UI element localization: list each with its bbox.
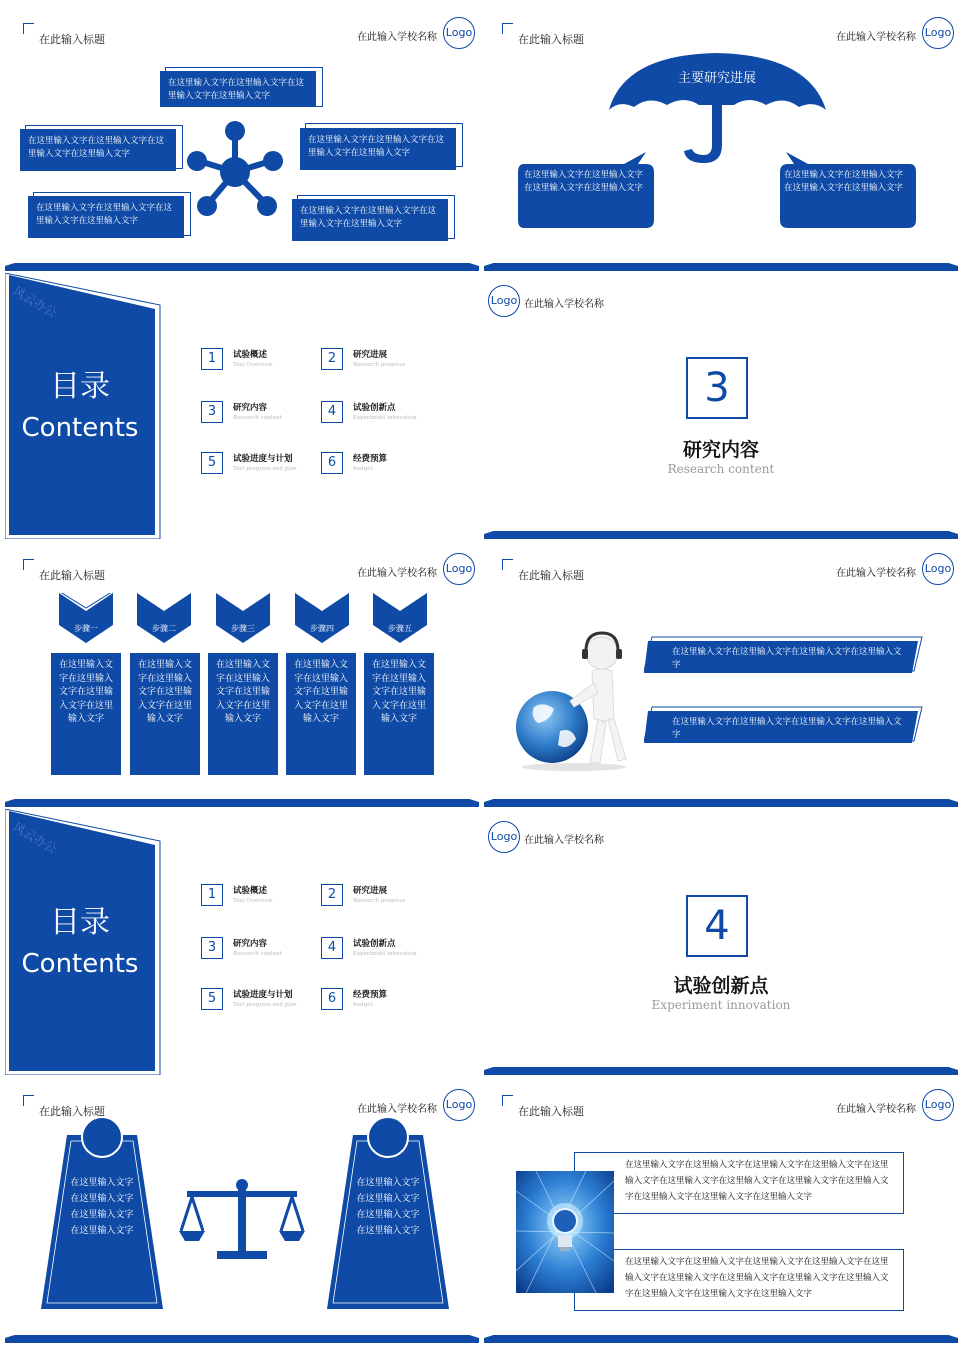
toc-side-panel <box>5 809 165 1075</box>
section-title: 研究内容 <box>682 439 759 461</box>
text-box-left-2: 在这里输入文字在这里输入文字在这里输入文字在这里输入文字 <box>28 196 184 238</box>
watermark-text: 风云办公 <box>10 283 60 320</box>
school-name: 在此输入学校名称 <box>836 568 916 579</box>
school-name: 在此输入学校名称 <box>836 32 916 43</box>
section-number: 3 <box>686 357 748 419</box>
step-chevron-5 <box>373 593 427 643</box>
corner-mark <box>23 23 34 34</box>
bottom-bar <box>484 1070 958 1075</box>
corner-mark <box>502 23 513 34</box>
toc-item-5[interactable]: 试验进度与计划 <box>233 454 293 464</box>
bottom-bar <box>484 266 958 271</box>
step-chevron-4 <box>295 593 349 643</box>
text-bubble-left: 在这里输入文字在这里输入文字在这里输入文字在这里输入文字 <box>524 170 644 193</box>
bottom-bar <box>5 266 479 271</box>
step-text-1: 在这里输入文字在这里输入文字在这里输入文字在这里输入文字 <box>51 653 121 775</box>
toc-item-4-en: Experiment innovation <box>353 951 417 957</box>
text-box-right-1: 在这里输入文字在这里输入文字在这里输入文字在这里输入文字 <box>300 128 456 170</box>
toc-item-5-en: Test progress and plan <box>233 1002 297 1008</box>
text-box-top: 在这里输入文字在这里输入文字在这里输入文字在这里输入文字 <box>160 71 316 107</box>
slide-1 <box>5 5 479 271</box>
slide-title: 在此输入标题 <box>39 1105 105 1118</box>
slide-title: 在此输入标题 <box>39 33 105 46</box>
section-subtitle: Research content <box>667 462 775 476</box>
toc-side-panel <box>5 273 165 539</box>
slide-toc-1 <box>5 273 479 539</box>
logo-badge: Logo <box>443 553 475 585</box>
step-label-4: 步骤四 <box>310 624 334 633</box>
toc-title-cn: 目录 <box>50 905 110 940</box>
text-box-right-2: 在这里输入文字在这里输入文字在这里输入文字在这里输入文字 <box>292 199 448 241</box>
toc-num-6: 6 <box>321 988 343 1010</box>
logo-badge: Logo <box>488 821 520 853</box>
toc-item-2-en: Research progress <box>353 362 406 368</box>
slide-section-4 <box>484 809 958 1075</box>
section-title: 试验创新点 <box>673 975 769 997</box>
step-text-4: 在这里输入文字在这里输入文字在这里输入文字在这里输入文字 <box>286 653 356 775</box>
step-chevron-2 <box>137 593 191 643</box>
step-label-2: 步骤二 <box>152 624 176 633</box>
balance-scale-icon <box>177 1177 307 1263</box>
toc-item-3-en: Research content <box>233 415 282 421</box>
slide-title: 在此输入标题 <box>518 33 584 46</box>
step-label-3: 步骤三 <box>231 624 255 633</box>
toc-item-1-en: Test Overview <box>233 898 273 904</box>
toc-item-5-en: Test progress and plan <box>233 466 297 472</box>
slide-lightbulb <box>484 1077 958 1343</box>
trapezoid-text-left: 在这里输入文字在这里输入文字在这里输入文字在这里输入文字 <box>70 1178 134 1236</box>
logo-badge: Logo <box>922 17 954 49</box>
paragraph-box-2: 在这里输入文字在这里输入文字在这里输入文字在这里输入文字在这里输入文字在这里输入文字在这里输入文字在这里输入文字在这里输入文字在这里输入文字在这里输入文字在这里输入文字 <box>574 1249 904 1311</box>
toc-item-3[interactable]: 研究内容 <box>233 403 268 413</box>
trapezoid-text-right: 在这里输入文字在这里输入文字在这里输入文字在这里输入文字 <box>356 1178 420 1236</box>
toc-item-1[interactable]: 试验概述 <box>233 350 268 360</box>
logo-badge: Logo <box>488 285 520 317</box>
toc-item-2[interactable]: 研究进展 <box>353 350 388 360</box>
slide-2 <box>484 5 958 271</box>
banner-text-2: 在这里输入文字在这里输入文字在这里输入文字在这里输入文字 <box>672 717 902 740</box>
toc-item-4[interactable]: 试验创新点 <box>353 403 396 413</box>
corner-mark <box>502 1095 513 1106</box>
text-box-left-1: 在这里输入文字在这里输入文字在这里输入文字在这里输入文字 <box>20 129 176 171</box>
toc-num-1: 1 <box>201 884 223 906</box>
toc-num-5: 5 <box>201 452 223 474</box>
section-number: 4 <box>686 895 748 957</box>
corner-mark <box>502 559 513 570</box>
toc-num-5: 5 <box>201 988 223 1010</box>
slide-toc-2 <box>5 809 479 1075</box>
school-name: 在此输入学校名称 <box>524 835 604 846</box>
logo-badge: Logo <box>922 553 954 585</box>
watermark-text: 风云办公 <box>10 819 60 856</box>
toc-num-3: 3 <box>201 937 223 959</box>
logo-badge: Logo <box>443 17 475 49</box>
bottom-bar <box>484 1338 958 1343</box>
bottom-bar <box>484 802 958 807</box>
step-text-2: 在这里输入文字在这里输入文字在这里输入文字在这里输入文字 <box>130 653 200 775</box>
toc-num-6: 6 <box>321 452 343 474</box>
toc-num-1: 1 <box>201 348 223 370</box>
bottom-bar <box>484 534 958 539</box>
step-chevron-1 <box>59 593 113 643</box>
toc-item-2-en: Research progress <box>353 898 406 904</box>
toc-num-2: 2 <box>321 884 343 906</box>
toc-item-3[interactable]: 研究内容 <box>233 939 268 949</box>
slide-title: 在此输入标题 <box>39 569 105 582</box>
school-name: 在此输入学校名称 <box>357 1104 437 1115</box>
school-name: 在此输入学校名称 <box>524 299 604 310</box>
toc-num-4: 4 <box>321 937 343 959</box>
lightbulb-network-image <box>516 1171 614 1293</box>
toc-title-cn: 目录 <box>50 369 110 404</box>
toc-item-6-en: budget <box>353 1002 373 1008</box>
bottom-bar <box>5 1338 479 1343</box>
toc-item-6[interactable]: 经费预算 <box>353 454 388 464</box>
text-bubble-right: 在这里输入文字在这里输入文字在这里输入文字在这里输入文字 <box>784 170 904 193</box>
school-name: 在此输入学校名称 <box>836 1104 916 1115</box>
step-text-5: 在这里输入文字在这里输入文字在这里输入文字在这里输入文字 <box>364 653 434 775</box>
toc-item-4[interactable]: 试验创新点 <box>353 939 396 949</box>
corner-mark <box>23 1095 34 1106</box>
slide-title: 在此输入标题 <box>518 1105 584 1118</box>
logo-badge: Logo <box>922 1089 954 1121</box>
section-subtitle: Experiment innovation <box>651 998 791 1012</box>
person-globe-illustration <box>514 623 634 773</box>
step-label-1: 步骤一 <box>74 624 98 633</box>
slide-globe <box>484 541 958 807</box>
toc-item-6[interactable]: 经费预算 <box>353 990 388 1000</box>
toc-title-en: Contents <box>21 949 139 979</box>
paragraph-box-1: 在这里输入文字在这里输入文字在这里输入文字在这里输入文字在这里输入文字在这里输入文字在这里输入文字在这里输入文字在这里输入文字在这里输入文字在这里输入文字在这里输入文字 <box>574 1152 904 1214</box>
step-text-3: 在这里输入文字在这里输入文字在这里输入文字在这里输入文字 <box>208 653 278 775</box>
school-name: 在此输入学校名称 <box>357 568 437 579</box>
banner-text-1: 在这里输入文字在这里输入文字在这里输入文字在这里输入文字 <box>672 647 902 670</box>
umbrella-title: 主要研究进展 <box>677 71 756 86</box>
toc-item-1-en: Test Overview <box>233 362 273 368</box>
slide-steps <box>5 541 479 807</box>
umbrella-icon <box>604 45 834 165</box>
logo-badge: Logo <box>443 1089 475 1121</box>
bottom-bar <box>5 802 479 807</box>
toc-title-en: Contents <box>21 413 139 443</box>
toc-item-1[interactable]: 试验概述 <box>233 886 268 896</box>
toc-num-2: 2 <box>321 348 343 370</box>
school-name: 在此输入学校名称 <box>357 32 437 43</box>
network-hub-icon <box>185 117 285 221</box>
toc-num-3: 3 <box>201 401 223 423</box>
corner-mark <box>23 559 34 570</box>
step-label-5: 步骤五 <box>388 624 412 633</box>
slide-scales <box>5 1077 479 1343</box>
toc-item-6-en: budget <box>353 466 373 472</box>
toc-item-4-en: Experiment innovation <box>353 415 417 421</box>
slide-section-3 <box>484 273 958 539</box>
toc-item-3-en: Research content <box>233 951 282 957</box>
slide-title: 在此输入标题 <box>518 569 584 582</box>
toc-item-2[interactable]: 研究进展 <box>353 886 388 896</box>
step-chevron-3 <box>216 593 270 643</box>
toc-num-4: 4 <box>321 401 343 423</box>
toc-item-5[interactable]: 试验进度与计划 <box>233 990 293 1000</box>
